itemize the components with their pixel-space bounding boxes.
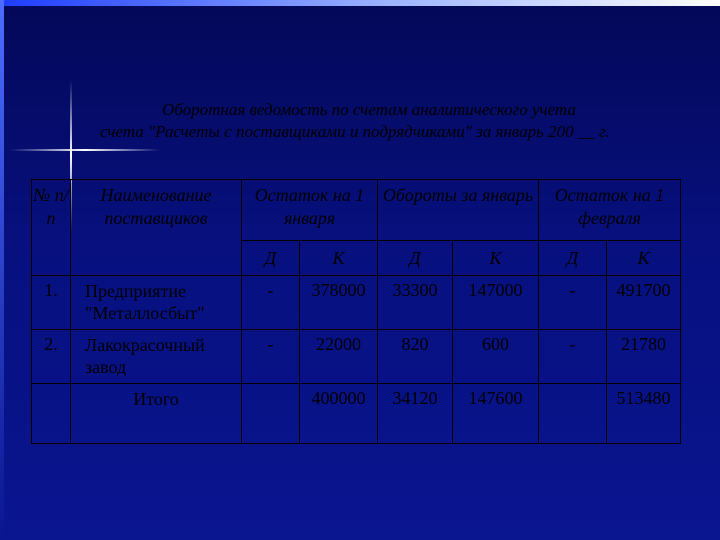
total-row	[32, 384, 681, 444]
row-number: 1.	[32, 276, 71, 330]
total-opening-credit: 400000	[300, 384, 378, 444]
subheader-credit: К	[300, 241, 378, 276]
sparkle-decoration-horizontal	[10, 149, 160, 151]
subheader-debit: Д	[378, 241, 453, 276]
title-line-1: Оборотная ведомость по счетам аналитического учета	[162, 100, 576, 119]
header-num: № п/п	[32, 180, 71, 276]
total-label: Итого	[71, 384, 242, 444]
subheader-credit: К	[607, 241, 681, 276]
total-closing-debit	[539, 384, 607, 444]
top-accent-bar	[0, 0, 720, 6]
supplier-name: Предприятие "Металлосбыт"	[71, 276, 242, 330]
closing-credit: 21780	[607, 330, 681, 384]
supplier-name: Лакокрасочный завод	[71, 330, 242, 384]
turnover-credit: 600	[453, 330, 539, 384]
closing-debit: -	[539, 276, 607, 330]
opening-credit: 378000	[300, 276, 378, 330]
turnover-debit: 820	[378, 330, 453, 384]
slide-title	[100, 99, 720, 143]
left-accent-bar	[0, 0, 4, 540]
header-turnover: Обороты за январь	[378, 180, 539, 241]
opening-debit: -	[242, 276, 300, 330]
turnover-debit: 33300	[378, 276, 453, 330]
total-num-cell	[32, 384, 71, 444]
total-turnover-credit: 147600	[453, 384, 539, 444]
closing-credit: 491700	[607, 276, 681, 330]
subheader-debit: Д	[242, 241, 300, 276]
table-row	[32, 276, 681, 330]
header-closing-balance: Остаток на 1 февраля	[539, 180, 681, 241]
total-opening-debit	[242, 384, 300, 444]
table-row	[32, 330, 681, 384]
total-closing-credit: 513480	[607, 384, 681, 444]
opening-credit: 22000	[300, 330, 378, 384]
opening-debit: -	[242, 330, 300, 384]
header-supplier-name: Наименование поставщиков	[71, 180, 242, 276]
title-line-2: счета "Расчеты с поставщиками и подрядчиками" за январь 200 __ г.	[100, 122, 610, 141]
turnover-credit: 147000	[453, 276, 539, 330]
header-row	[32, 180, 681, 241]
header-opening-balance: Остаток на 1 января	[242, 180, 378, 241]
turnover-ledger-table	[31, 179, 681, 444]
subheader-credit: К	[453, 241, 539, 276]
total-turnover-debit: 34120	[378, 384, 453, 444]
row-number: 2.	[32, 330, 71, 384]
subheader-debit: Д	[539, 241, 607, 276]
closing-debit: -	[539, 330, 607, 384]
